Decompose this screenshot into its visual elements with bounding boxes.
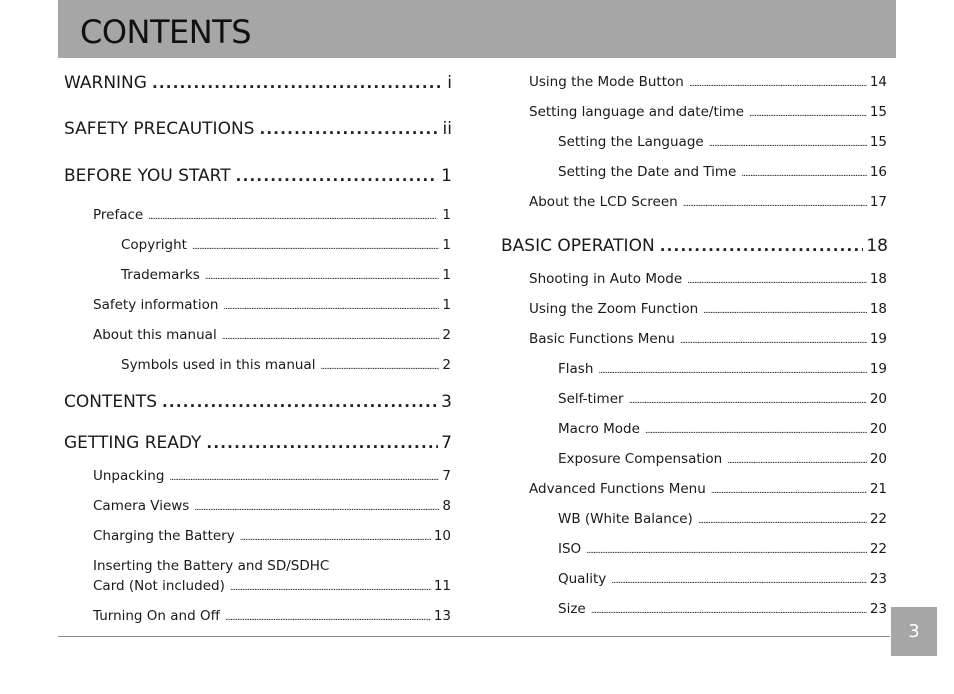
toc-page: 21 bbox=[869, 481, 887, 497]
toc-entry-symbols-used[interactable] bbox=[121, 355, 451, 375]
toc-entry-before-you-start[interactable] bbox=[64, 164, 452, 188]
toc-page: 1 bbox=[442, 267, 451, 283]
toc-label: Macro Mode bbox=[558, 421, 640, 437]
toc-leader bbox=[591, 601, 867, 621]
toc-label: About the LCD Screen bbox=[529, 194, 678, 210]
toc-label: CONTENTS bbox=[64, 392, 157, 412]
toc-label: GETTING READY bbox=[64, 433, 202, 453]
toc-page: 18 bbox=[866, 236, 888, 256]
toc-leader bbox=[152, 71, 444, 95]
toc-leader bbox=[680, 331, 867, 351]
page-number: 3 bbox=[908, 621, 920, 642]
toc-page: 1 bbox=[442, 297, 451, 313]
toc-page: 7 bbox=[441, 433, 452, 453]
toc-leader bbox=[645, 421, 867, 441]
toc-page: 15 bbox=[869, 134, 887, 150]
toc-leader bbox=[169, 468, 439, 488]
toc-leader bbox=[698, 511, 867, 531]
toc-page: 1 bbox=[442, 237, 451, 253]
toc-label: Symbols used in this manual bbox=[121, 357, 316, 373]
toc-label: Advanced Functions Menu bbox=[529, 481, 706, 497]
toc-label-line1[interactable]: Inserting the Battery and SD/SDHC bbox=[93, 558, 330, 574]
toc-leader bbox=[194, 498, 439, 518]
toc-page: 2 bbox=[442, 327, 451, 343]
toc-label: About this manual bbox=[93, 327, 217, 343]
toc-page: 2 bbox=[442, 357, 451, 373]
toc-entry-self-timer[interactable] bbox=[558, 389, 887, 409]
toc-page: 20 bbox=[869, 421, 887, 437]
header-bar bbox=[58, 0, 896, 58]
toc-leader bbox=[660, 234, 864, 258]
toc-entry-safety-information[interactable] bbox=[93, 295, 451, 315]
toc-page: 10 bbox=[433, 528, 451, 544]
toc-label: Trademarks bbox=[121, 267, 200, 283]
toc-entry-preface[interactable] bbox=[93, 205, 451, 225]
toc-entry-zoom-function[interactable] bbox=[529, 299, 887, 319]
toc-label: Exposure Compensation bbox=[558, 451, 723, 467]
toc-entry-getting-ready[interactable] bbox=[64, 431, 452, 455]
toc-label: Flash bbox=[558, 361, 594, 377]
toc-label: Using the Mode Button bbox=[529, 74, 684, 90]
toc-entry-camera-views[interactable] bbox=[93, 496, 451, 516]
toc-page: 3 bbox=[441, 392, 452, 412]
toc-page: 22 bbox=[869, 511, 887, 527]
toc-page: 19 bbox=[869, 331, 887, 347]
toc-entry-warning[interactable] bbox=[64, 71, 452, 95]
toc-page: 1 bbox=[441, 166, 452, 186]
toc-leader bbox=[192, 237, 439, 257]
toc-leader bbox=[586, 541, 867, 561]
toc-entry-contents[interactable] bbox=[64, 390, 452, 414]
toc-page: 11 bbox=[433, 578, 451, 594]
toc-entry-advanced-functions-menu[interactable] bbox=[529, 479, 887, 499]
bottom-divider bbox=[58, 636, 890, 637]
toc-leader bbox=[611, 571, 867, 591]
toc-label: Setting the Date and Time bbox=[558, 164, 737, 180]
toc-page: 18 bbox=[869, 301, 887, 317]
toc-leader bbox=[709, 134, 867, 154]
toc-leader bbox=[629, 391, 867, 411]
toc-leader bbox=[683, 194, 867, 214]
toc-page: 18 bbox=[869, 271, 887, 287]
toc-entry-macro-mode[interactable] bbox=[558, 419, 887, 439]
toc-page: 19 bbox=[869, 361, 887, 377]
toc-page: 8 bbox=[442, 498, 451, 514]
toc-entry-setting-date-time[interactable] bbox=[558, 162, 887, 182]
toc-entry-iso[interactable] bbox=[558, 539, 887, 559]
toc-leader bbox=[148, 207, 439, 227]
toc-page: i bbox=[447, 73, 452, 93]
toc-leader bbox=[711, 481, 867, 501]
toc-page: 20 bbox=[869, 451, 887, 467]
toc-label: BEFORE YOU START bbox=[64, 166, 231, 186]
toc-leader bbox=[230, 578, 431, 598]
toc-leader bbox=[225, 608, 431, 628]
toc-page: 13 bbox=[433, 608, 451, 624]
toc-leader bbox=[741, 164, 866, 184]
toc-page: 23 bbox=[869, 571, 887, 587]
toc-leader bbox=[749, 104, 867, 124]
toc-leader bbox=[162, 390, 438, 414]
toc-entry-basic-operation[interactable] bbox=[501, 234, 888, 258]
toc-entry-flash[interactable] bbox=[558, 359, 887, 379]
toc-leader bbox=[205, 267, 440, 287]
toc-label: Preface bbox=[93, 207, 144, 223]
toc-entry-white-balance[interactable] bbox=[558, 509, 887, 529]
toc-label: Card (Not included) bbox=[93, 578, 225, 594]
toc-entry-safety-precautions[interactable] bbox=[64, 117, 452, 141]
toc-page: 7 bbox=[442, 468, 451, 484]
toc-leader bbox=[222, 327, 440, 347]
toc-label: Unpacking bbox=[93, 468, 165, 484]
toc-leader bbox=[687, 271, 867, 291]
toc-page: 22 bbox=[869, 541, 887, 557]
toc-leader bbox=[259, 117, 439, 141]
toc-label: WARNING bbox=[64, 73, 147, 93]
toc-label: Quality bbox=[558, 571, 607, 587]
toc-leader bbox=[223, 297, 439, 317]
toc-label: ISO bbox=[558, 541, 582, 557]
toc-page: 16 bbox=[869, 164, 887, 180]
toc-entry-quality[interactable] bbox=[558, 569, 887, 589]
toc-label: Basic Functions Menu bbox=[529, 331, 675, 347]
toc-entry-size[interactable] bbox=[558, 599, 887, 619]
toc-label: Size bbox=[558, 601, 586, 617]
toc-label: Setting language and date/time bbox=[529, 104, 744, 120]
toc-leader bbox=[236, 164, 439, 188]
toc-label: Camera Views bbox=[93, 498, 190, 514]
toc-page: 15 bbox=[869, 104, 887, 120]
toc-leader bbox=[727, 451, 867, 471]
toc-label: Safety information bbox=[93, 297, 219, 313]
toc-entry-charging-battery[interactable] bbox=[93, 526, 451, 546]
toc-label: SAFETY PRECAUTIONS bbox=[64, 119, 255, 139]
toc-label: BASIC OPERATION bbox=[501, 236, 655, 256]
toc-entry-setting-language[interactable] bbox=[558, 132, 887, 152]
toc-page: 17 bbox=[869, 194, 887, 210]
toc-label: Setting the Language bbox=[558, 134, 704, 150]
toc-entry-turning-on-off[interactable] bbox=[93, 606, 451, 626]
toc-entry-exposure-compensation[interactable] bbox=[558, 449, 887, 469]
toc-entry-about-this-manual[interactable] bbox=[93, 325, 451, 345]
toc-page: 14 bbox=[869, 74, 887, 90]
toc-label: Copyright bbox=[121, 237, 187, 253]
toc-leader bbox=[703, 301, 867, 321]
toc-label: Charging the Battery bbox=[93, 528, 235, 544]
page-number-badge bbox=[891, 607, 937, 656]
toc-entry-inserting-battery[interactable] bbox=[93, 576, 451, 596]
toc-page: 1 bbox=[442, 207, 451, 223]
page-title: CONTENTS bbox=[80, 13, 252, 51]
toc-label: Using the Zoom Function bbox=[529, 301, 699, 317]
toc-label: WB (White Balance) bbox=[558, 511, 693, 527]
toc-label: Turning On and Off bbox=[93, 608, 220, 624]
toc-entry-lcd-screen[interactable] bbox=[529, 192, 887, 212]
toc-entry-unpacking[interactable] bbox=[93, 466, 451, 486]
toc-leader bbox=[320, 357, 439, 377]
toc-entry-language-datetime[interactable] bbox=[529, 102, 887, 122]
toc-leader bbox=[689, 74, 867, 94]
toc-leader bbox=[206, 431, 438, 455]
toc-entry-mode-button[interactable] bbox=[529, 72, 887, 92]
toc-leader bbox=[598, 361, 866, 381]
toc-page: ii bbox=[442, 119, 452, 139]
toc-entry-copyright[interactable] bbox=[121, 235, 451, 255]
toc-label: Shooting in Auto Mode bbox=[529, 271, 683, 287]
toc-label: Self-timer bbox=[558, 391, 624, 407]
toc-entry-basic-functions-menu[interactable] bbox=[529, 329, 887, 349]
toc-page: 23 bbox=[869, 601, 887, 617]
toc-entry-auto-mode[interactable] bbox=[529, 269, 887, 289]
toc-leader bbox=[240, 528, 431, 548]
toc-entry-trademarks[interactable] bbox=[121, 265, 451, 285]
toc-page: 20 bbox=[869, 391, 887, 407]
